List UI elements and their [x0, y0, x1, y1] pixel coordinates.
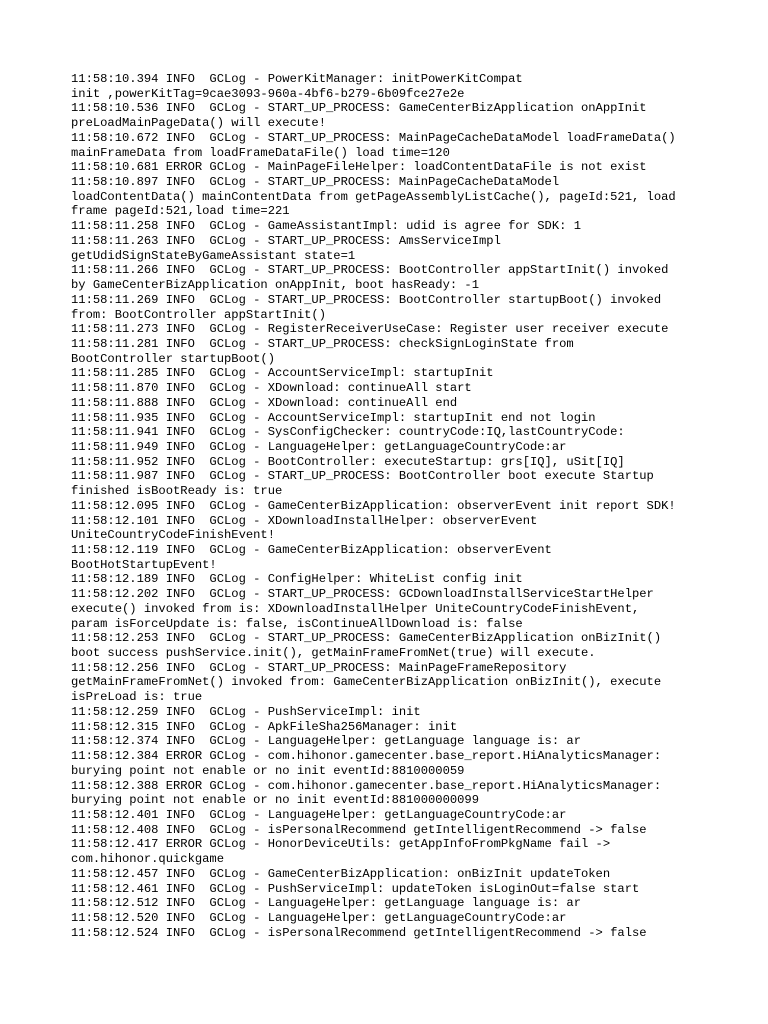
log-line: com.hihonor.quickgame [71, 852, 224, 867]
log-line: 11:58:12.374 INFO GCLog - LanguageHelper: getLanguage language is: ar [71, 734, 581, 749]
log-text-block [71, 72, 711, 940]
log-line: 11:58:11.949 INFO GCLog - LanguageHelper: getLanguageCountryCode:ar [71, 439, 567, 454]
log-line: 11:58:11.987 INFO GCLog - START_UP_PROCESS: BootController boot execute Startup [71, 469, 654, 484]
log-line: by GameCenterBizApplication onAppInit, boot hasReady: -1 [71, 278, 479, 293]
log-line: 11:58:11.941 INFO GCLog - SysConfigChecker: countryCode:IQ,lastCountryCode: [71, 425, 625, 440]
log-line: BootHotStartupEvent! [71, 557, 217, 572]
log-line: 11:58:11.273 INFO GCLog - RegisterReceiverUseCase: Register user receiver execute [71, 322, 669, 337]
log-line: 11:58:12.512 INFO GCLog - LanguageHelper: getLanguage language is: ar [71, 896, 581, 911]
log-line: 11:58:11.263 INFO GCLog - START_UP_PROCESS: AmsServiceImpl [71, 233, 501, 248]
log-line: loadContentData() mainContentData from getPageAssemblyListCache(), pageId:521, load [71, 189, 676, 204]
log-line: UniteCountryCodeFinishEvent! [71, 528, 275, 543]
log-line: mainFrameData from loadFrameDataFile() load time=120 [71, 145, 450, 160]
log-line: 11:58:10.536 INFO GCLog - START_UP_PROCESS: GameCenterBizApplication onAppInit [71, 101, 647, 116]
log-line: isPreLoad is: true [71, 690, 203, 705]
log-line: BootController startupBoot() [71, 351, 275, 366]
log-line: 11:58:11.952 INFO GCLog - BootController: executeStartup: grs[IQ], uSit[IQ] [71, 454, 625, 469]
log-line: 11:58:12.189 INFO GCLog - ConfigHelper: WhiteList config init [71, 572, 523, 587]
log-line: param isForceUpdate is: false, isContinueAllDownload is: false [71, 616, 523, 631]
log-line: 11:58:12.461 INFO GCLog - PushServiceImpl: updateToken isLoginOut=false start [71, 881, 640, 896]
log-line: 11:58:11.266 INFO GCLog - START_UP_PROCESS: BootController appStartInit() invoked [71, 263, 669, 278]
log-line: 11:58:12.388 ERROR GCLog - com.hihonor.gamecenter.base_report.HiAnalyticsManager: [71, 778, 662, 793]
log-line: 11:58:12.101 INFO GCLog - XDownloadInstallHelper: observerEvent [71, 513, 538, 528]
log-line: getMainFrameFromNet() invoked from: GameCenterBizApplication onBizInit(), execute [71, 675, 662, 690]
log-line: 11:58:12.417 ERROR GCLog - HonorDeviceUtils: getAppInfoFromPkgName fail -> [71, 837, 611, 852]
log-line: 11:58:11.285 INFO GCLog - AccountServiceImpl: startupInit [71, 366, 494, 381]
log-line: init ,powerKitTag=9cae3093-960a-4bf6-b279-6b09fce27e2e [71, 86, 465, 101]
log-line: 11:58:12.408 INFO GCLog - isPersonalRecommend getIntelligentRecommend -> false [71, 822, 647, 837]
log-line: burying point not enable or no init eventId:881000000099 [71, 793, 479, 808]
log-line: 11:58:11.935 INFO GCLog - AccountServiceImpl: startupInit end not login [71, 410, 596, 425]
log-line: 11:58:12.384 ERROR GCLog - com.hihonor.gamecenter.base_report.HiAnalyticsManager: [71, 749, 662, 764]
log-line: 11:58:10.672 INFO GCLog - START_UP_PROCESS: MainPageCacheDataModel loadFrameData() [71, 130, 676, 145]
log-line: 11:58:12.457 INFO GCLog - GameCenterBizApplication: onBizInit updateToken [71, 866, 611, 881]
log-line: 11:58:11.269 INFO GCLog - START_UP_PROCESS: BootController startupBoot() invoked [71, 292, 662, 307]
log-line: 11:58:10.681 ERROR GCLog - MainPageFileHelper: loadContentDataFile is not exist [71, 160, 647, 175]
log-line: execute() invoked from is: XDownloadInstallHelper UniteCountryCodeFinishEvent, [71, 601, 640, 616]
log-line: finished isBootReady is: true [71, 484, 283, 499]
log-line: 11:58:10.897 INFO GCLog - START_UP_PROCESS: MainPageCacheDataModel [71, 175, 560, 190]
log-line: burying point not enable or no init eventId:8810000059 [71, 763, 465, 778]
log-line: 11:58:11.870 INFO GCLog - XDownload: continueAll start [71, 381, 472, 396]
log-line: 11:58:12.202 INFO GCLog - START_UP_PROCESS: GCDownloadInstallServiceStartHelper [71, 587, 654, 602]
log-line: preLoadMainPageData() will execute! [71, 116, 326, 131]
log-line: frame pageId:521,load time=221 [71, 204, 290, 219]
log-line: 11:58:11.281 INFO GCLog - START_UP_PROCESS: checkSignLoginState from [71, 336, 574, 351]
log-line: 11:58:12.524 INFO GCLog - isPersonalRecommend getIntelligentRecommend -> false [71, 925, 647, 940]
log-line: boot success pushService.init(), getMainFrameFromNet(true) will execute. [71, 646, 596, 661]
log-line: 11:58:11.258 INFO GCLog - GameAssistantImpl: udid is agree for SDK: 1 [71, 219, 581, 234]
log-line: 11:58:12.253 INFO GCLog - START_UP_PROCESS: GameCenterBizApplication onBizInit() [71, 631, 662, 646]
log-line: 11:58:11.888 INFO GCLog - XDownload: continueAll end [71, 395, 458, 410]
log-line: 11:58:12.259 INFO GCLog - PushServiceImpl: init [71, 704, 421, 719]
log-line: 11:58:12.095 INFO GCLog - GameCenterBizApplication: observerEvent init report SDK! [71, 498, 676, 513]
log-line: 11:58:10.394 INFO GCLog - PowerKitManager: initPowerKitCompat [71, 72, 523, 86]
log-line: 11:58:12.119 INFO GCLog - GameCenterBizApplication: observerEvent [71, 543, 552, 557]
log-line: 11:58:12.256 INFO GCLog - START_UP_PROCESS: MainPageFrameRepository [71, 660, 567, 675]
log-line: from: BootController appStartInit() [71, 307, 326, 322]
log-line: 11:58:12.315 INFO GCLog - ApkFileSha256Manager: init [71, 719, 458, 734]
log-line: 11:58:12.401 INFO GCLog - LanguageHelper: getLanguageCountryCode:ar [71, 807, 567, 822]
log-line: getUdidSignStateByGameAssistant state=1 [71, 248, 356, 263]
log-line: 11:58:12.520 INFO GCLog - LanguageHelper: getLanguageCountryCode:ar [71, 910, 567, 925]
